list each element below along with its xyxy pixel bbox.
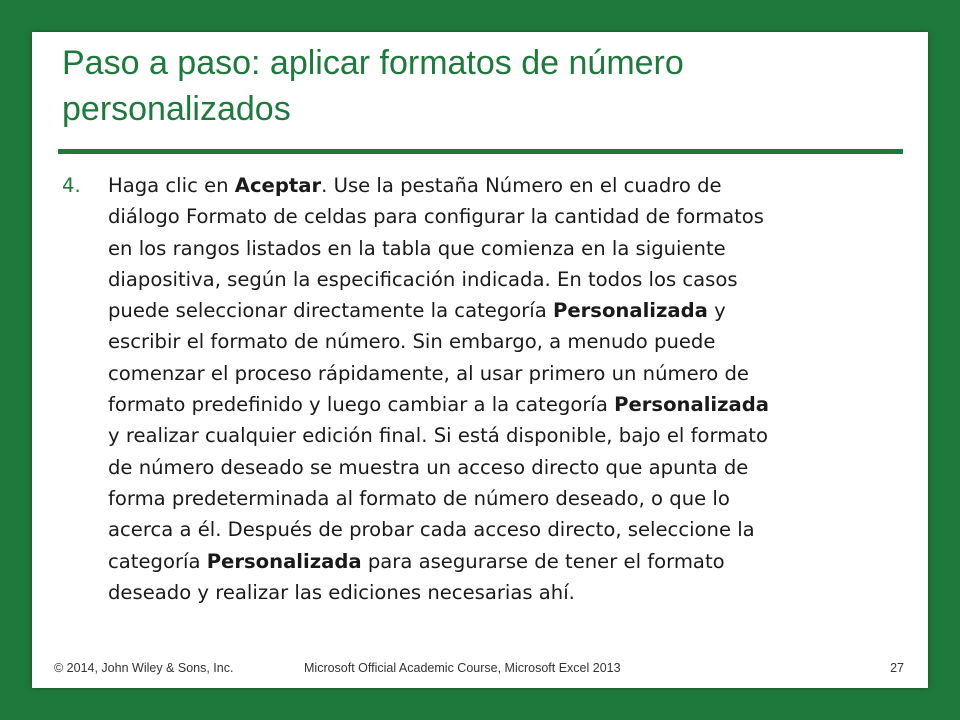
bold-term: Personalizada [206, 549, 362, 573]
list-item-text [108, 170, 902, 608]
text-run: . Use la pestaña Número en el cuadro de [321, 174, 722, 197]
text-run: de número deseado se muestra un acceso directo que apunta de [108, 455, 749, 479]
footer [32, 661, 928, 679]
text-run: diapositiva, según la especificación indicada. En todos los casos [108, 267, 738, 291]
text-run: escribir el formato de número. Sin embargo, a menudo puede [108, 330, 716, 354]
bold-term: Personalizada [552, 299, 708, 323]
text-line [108, 201, 902, 232]
text-line [108, 170, 902, 201]
title-divider [58, 149, 903, 154]
text-line [108, 577, 902, 608]
text-line [108, 420, 902, 451]
text-run: forma predeterminada al formato de número deseado, o que lo [108, 486, 730, 510]
footer-course: Microsoft Official Academic Course, Microsoft Excel 2013 [304, 661, 621, 675]
text-run: en los rangos listados en la tabla que comienza en la siguiente [108, 236, 726, 260]
slide-title [62, 40, 902, 132]
footer-copyright: © 2014, John Wiley & Sons, Inc. [54, 661, 234, 675]
text-run: y realizar cualquier edición final. Si está disponible, bajo el formato [108, 424, 768, 448]
title-line-1: Paso a paso: aplicar formatos de número [62, 44, 684, 82]
text-line [108, 389, 902, 420]
text-line [108, 326, 902, 357]
text-run: Haga clic en [108, 174, 235, 197]
text-run: formato predefinido y luego cambiar a la categoría [108, 393, 615, 417]
list-item-number: 4. [62, 174, 81, 197]
text-run: categoría [108, 549, 207, 573]
text-run: comenzar el proceso rápidamente, al usar primero un número de [108, 361, 749, 385]
text-run: para asegurarse de tener el formato [361, 549, 725, 573]
list-item [62, 170, 902, 608]
slide [32, 32, 928, 688]
text-line [108, 546, 902, 577]
text-line [108, 295, 902, 326]
text-line [108, 358, 902, 389]
text-line [108, 514, 902, 545]
bold-term: Aceptar [234, 174, 322, 197]
text-line [108, 233, 902, 264]
text-run: acerca a él. Después de probar cada acceso directo, seleccione la [108, 518, 755, 542]
bold-term: Personalizada [614, 393, 770, 417]
text-run: puede seleccionar directamente la categoría [108, 299, 553, 323]
page-number: 27 [890, 661, 904, 675]
text-run: diálogo Formato de celdas para configurar la cantidad de formatos [108, 205, 764, 229]
text-line [108, 483, 902, 514]
title-line-2: personalizados [62, 90, 291, 128]
text-line [108, 264, 902, 295]
text-run: y [707, 299, 726, 323]
text-run: deseado y realizar las ediciones necesarias ahí. [108, 580, 575, 604]
text-line [108, 452, 902, 483]
